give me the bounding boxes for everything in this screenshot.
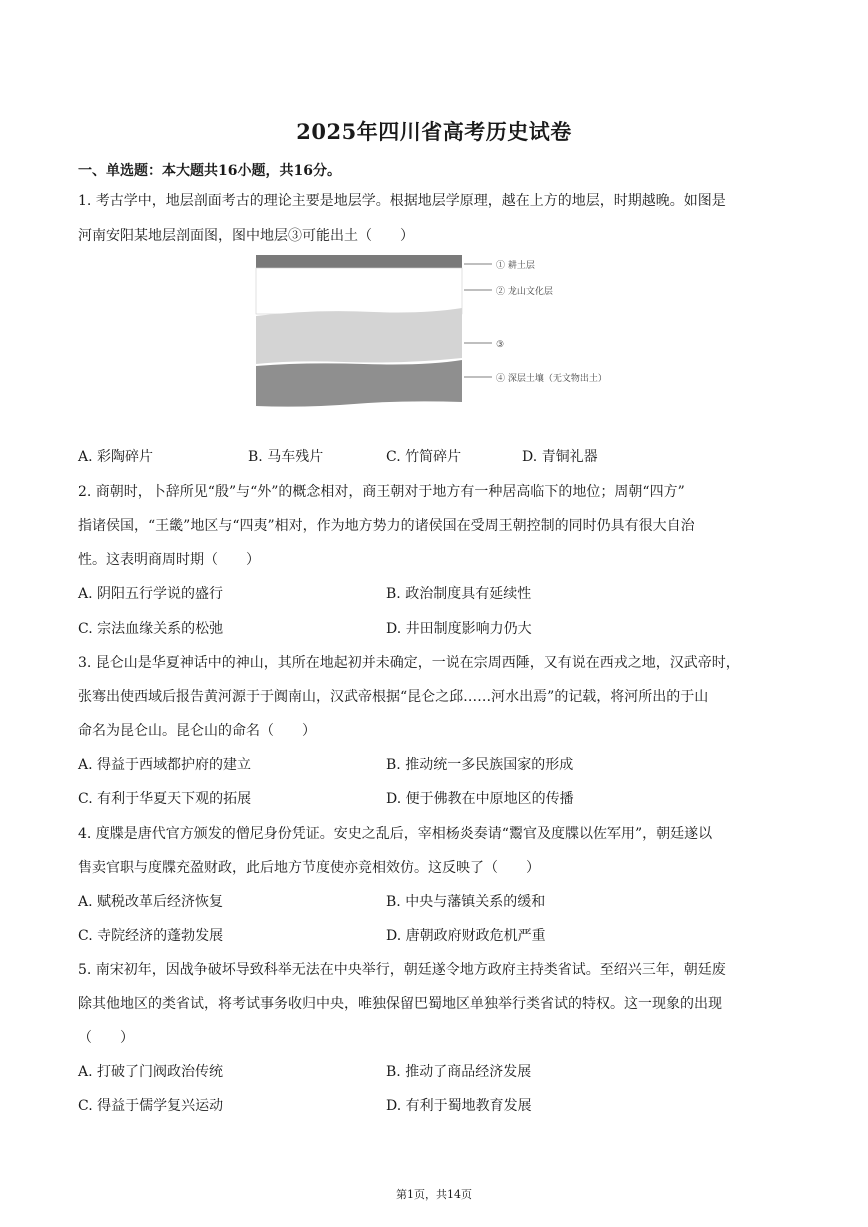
- q2-option-c: C. 宗法血缘关系的松弛: [78, 621, 224, 637]
- question-3-line-1: 3. 昆仑山是华夏神话中的神山，其所在地起初并未确定，一说在宗周西陲，又有说在西戎之地，汉武帝时，: [78, 655, 740, 671]
- question-5-line-1: 5. 南宋初年，因战争破坏导致科举无法在中央举行，朝廷遂令地方政府主持类省试。至绍兴三年，朝廷废: [78, 962, 726, 978]
- q5-option-c: C. 得益于儒学复兴运动: [78, 1098, 224, 1114]
- question-5-line-2: 除其他地区的类省试，将考试事务收归中央，唯独保留巴蜀地区单独举行类省试的特权。这一现象的出现: [78, 996, 722, 1012]
- q4-option-c: C. 寺院经济的蓬勃发展: [78, 928, 224, 944]
- stratigraphy-diagram: [254, 254, 634, 414]
- q2-option-a: A. 阴阳五行学说的盛行: [78, 586, 224, 602]
- q2-option-b: B. 政治制度具有延续性: [386, 586, 532, 602]
- q4-option-d: D. 唐朝政府财政危机严重: [386, 928, 546, 944]
- layer-4-band: [256, 360, 462, 407]
- question-2-line-2: 指诸侯国，“王畿”地区与“四夷”相对，作为地方势力的诸侯国在受周王朝控制的同时仍具有很大自治: [78, 518, 695, 534]
- q1-option-d: D. 青铜礼器: [522, 449, 598, 465]
- page-title: 2025年四川省高考历史试卷: [296, 119, 572, 144]
- q2-option-d: D. 井田制度影响力仍大: [386, 621, 532, 637]
- section-heading: 一、单选题：本大题共16小题，共16分。: [78, 163, 341, 179]
- question-2-line-1: 2. 商朝时，卜辞所见“殷”与“外”的概念相对，商王朝对于地方有一种居高临下的地位；周朝“四方”: [78, 484, 685, 500]
- q5-option-a: A. 打破了门阀政治传统: [78, 1064, 224, 1080]
- q1-option-b: B. 马车残片: [248, 449, 324, 465]
- q3-option-d: D. 便于佛教在中原地区的传播: [386, 791, 574, 807]
- question-4-line-1: 4. 度牒是唐代官方颁发的僧尼身份凭证。安史之乱后，宰相杨炎奏请“鬻官及度牒以佐军用”，朝廷遂以: [78, 826, 713, 842]
- question-5-line-3: （ ）: [78, 1030, 134, 1046]
- page-footer: 第1页，共14页: [396, 1188, 472, 1201]
- layer-1-band: [256, 255, 462, 268]
- layer-2-band: [256, 268, 462, 314]
- question-3-line-2: 张骞出使西域后报告黄河源于于阗南山，汉武帝根据“昆仑之邱……河水出焉”的记载，将河所出的于山: [78, 689, 709, 705]
- q3-option-b: B. 推动统一多民族国家的形成: [386, 757, 574, 773]
- question-1-line-2: 河南安阳某地层剖面图，图中地层③可能出土（ ）: [78, 228, 414, 244]
- q4-option-a: A. 赋税改革后经济恢复: [78, 894, 224, 910]
- q3-option-c: C. 有利于华夏天下观的拓展: [78, 791, 252, 807]
- figure-label-4: ④ 深层土壤（无文物出土）: [496, 374, 607, 384]
- question-4-line-2: 售卖官职与度牒充盈财政，此后地方节度使亦竞相效仿。这反映了（ ）: [78, 860, 540, 876]
- question-2-line-3: 性。这表明商周时期（ ）: [78, 552, 260, 568]
- question-1-line-1: 1. 考古学中，地层剖面考古的理论主要是地层学。根据地层学原理，越在上方的地层，时期越晚。如图是: [78, 193, 726, 209]
- figure-label-3: ③: [496, 340, 505, 350]
- figure-label-2: ② 龙山文化层: [496, 287, 553, 297]
- q5-option-b: B. 推动了商品经济发展: [386, 1064, 532, 1080]
- figure-label-1: ① 耕土层: [496, 261, 535, 271]
- q1-option-c: C. 竹简碎片: [386, 449, 462, 465]
- layer-3-band: [256, 308, 462, 364]
- question-3-line-3: 命名为昆仑山。昆仑山的命名（ ）: [78, 723, 316, 739]
- q4-option-b: B. 中央与藩镇关系的缓和: [386, 894, 546, 910]
- q1-option-a: A. 彩陶碎片: [78, 449, 154, 465]
- q3-option-a: A. 得益于西域都护府的建立: [78, 757, 252, 773]
- q5-option-d: D. 有利于蜀地教育发展: [386, 1098, 532, 1114]
